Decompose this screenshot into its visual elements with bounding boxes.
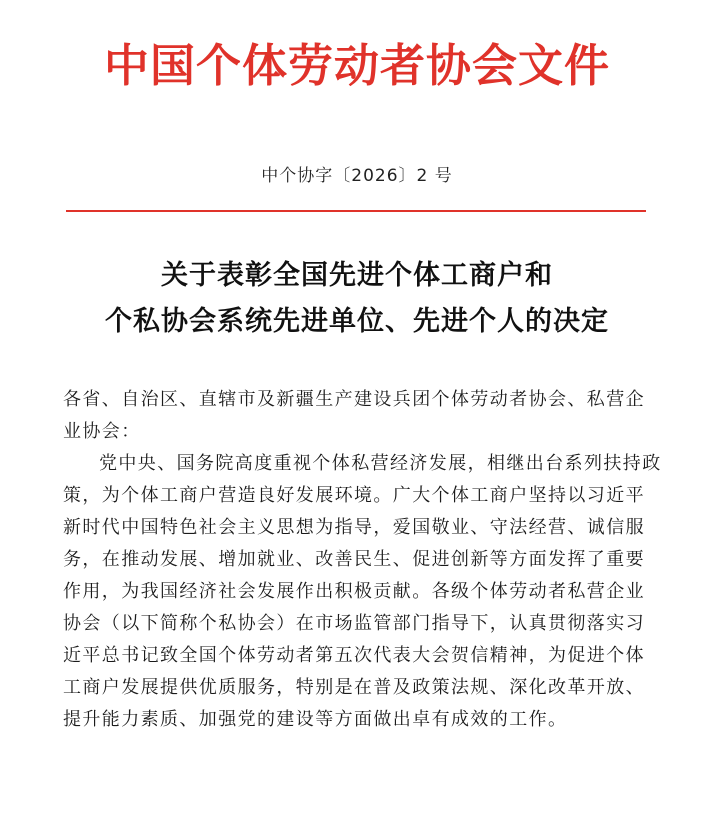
red-separator-line <box>66 210 646 212</box>
document-title-line-2: 个私协会系统先进单位、先进个人的决定 <box>105 306 609 337</box>
salutation: 各省、自治区、直辖市及新疆生产建设兵团个体劳动者协会、私营企业协会： <box>63 389 645 442</box>
body-paragraph-1: 党中央、国务院高度重视个体私营经济发展，相继出台系列扶持政策，为个体工商户营造良好发展环境。广大个体工商户坚持以习近平新时代中国特色社会主义思想为指导，爱国敬业、守法经营、诚信服务，在推动发展、增加就业、改善民生、促进创新等方面发挥了重要作用，为我国经济社会发展作出积极贡献。各级个体劳动者私营企业协会（以下简称个私协会）在市场监管部门指导下，认真贯彻落实习近平总书记致全国个体劳动者第五次代表大会贺信精神，为促进个体工商户发展提供优质服务，特别是在普及政策法规、深化改革开放、提升能力素质、加强党的建设等方面做出卓有成效的工作。 <box>63 453 662 730</box>
document-title-line-1: 关于表彰全国先进个体工商户和 <box>161 260 553 291</box>
document-number: 中个协字〔2026〕2 号 <box>261 166 453 186</box>
masthead-title: 中国个体劳动者协会文件 <box>103 39 610 92</box>
